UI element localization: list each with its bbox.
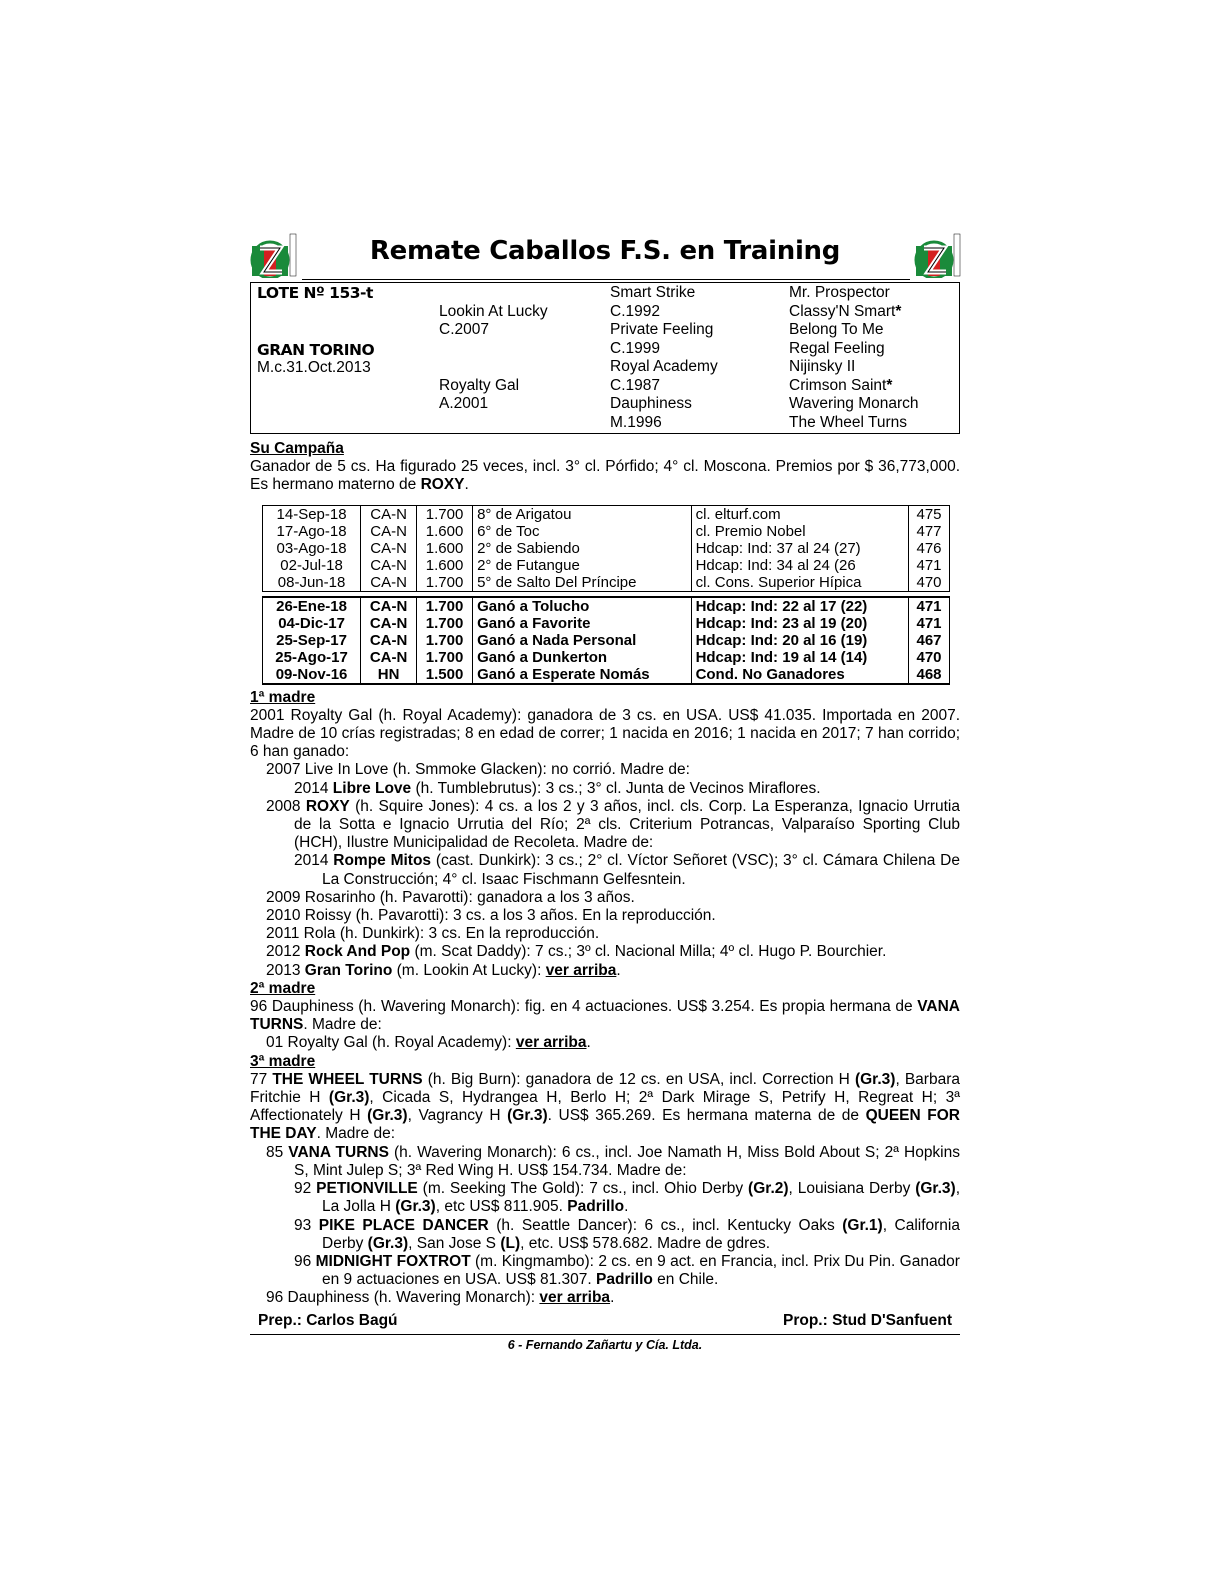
race-race: Cond. No Ganadores: [691, 666, 908, 684]
footer-rule: [250, 1334, 960, 1335]
race-dist: 1.700: [417, 597, 473, 615]
race-weight: 468: [909, 666, 950, 684]
logo-icon-right: [914, 232, 964, 278]
race-row: [263, 597, 950, 615]
pedigree-box: [250, 282, 960, 434]
gen4-item: Wavering Monarch: [789, 395, 919, 412]
race-date: 25-Sep-17: [263, 632, 361, 649]
gen4-item: The Wheel Turns: [789, 413, 908, 431]
gen3-item: Private Feeling: [610, 321, 714, 338]
race-race: Hdcap: Ind: 19 al 14 (14): [691, 649, 908, 666]
footer-row: [250, 1312, 960, 1332]
gen4-item: Regal Feeling: [789, 339, 885, 357]
gen4-item: Crimson Saint*: [789, 376, 893, 394]
offspring-line: 2009 Rosarinho (h. Pavarotti): ganadora a los 3 años.: [266, 888, 635, 906]
race-result: Ganó a Dunkerton: [473, 649, 692, 666]
race-row: [263, 557, 950, 574]
horse-info: M.c.31.Oct.2013: [257, 359, 371, 376]
race-date: 14-Sep-18: [263, 505, 361, 523]
race-result: Ganó a Favorite: [473, 615, 692, 632]
race-date: 03-Ago-18: [263, 540, 361, 557]
campaign-section: [250, 440, 960, 495]
offspring-line: 2013 Gran Torino (m. Lookin At Lucky): ver arriba.: [266, 961, 621, 979]
race-weight: 471: [909, 597, 950, 615]
winning-races: [263, 597, 950, 684]
races-table: [262, 505, 950, 685]
race-race: Hdcap: Ind: 22 al 17 (22): [691, 597, 908, 615]
madre2-text: 96 Dauphiness (h. Wavering Monarch): fig. en 4 actuaciones. US$ 3.254. Es propia hermana de VANA TURNS. Madre de:: [250, 998, 960, 1034]
page-number: 6 - Fernando Zañartu y Cía. Ltda.: [507, 1337, 703, 1352]
race-dist: 1.700: [417, 505, 473, 523]
offspring-line: 96 Dauphiness (h. Wavering Monarch): ver arriba.: [266, 1289, 615, 1307]
race-result: 2° de Futangue: [473, 557, 692, 574]
pedigree-col-horse: [257, 284, 374, 378]
star-mark: *: [886, 376, 893, 394]
offspring-line: 2011 Rola (h. Dunkirk): 3 cs. En la reproducción.: [266, 925, 600, 943]
race-race: Hdcap: Ind: 23 al 19 (20): [691, 615, 908, 632]
offspring-line: 2010 Roissy (h. Pavarotti): 3 cs. a los 3 años. En la reproducción.: [266, 907, 716, 925]
race-date: 02-Jul-18: [263, 557, 361, 574]
ver-arriba-link: ver arriba: [515, 1034, 587, 1052]
race-date: 08-Jun-18: [263, 574, 361, 592]
star-mark: *: [895, 302, 902, 320]
race-row: [263, 505, 950, 523]
race-row: [263, 615, 950, 632]
horse-name: GRAN TORINO: [257, 340, 375, 359]
gen3-item: Dauphiness: [610, 395, 692, 412]
race-weight: 467: [909, 632, 950, 649]
pedigree-col-grandparents: [610, 284, 718, 432]
race-dist: 1.700: [417, 574, 473, 592]
sire-info: C.2007: [439, 321, 489, 338]
race-weight: 471: [909, 557, 950, 574]
race-weight: 477: [909, 523, 950, 540]
gen3-item: Smart Strike: [610, 284, 696, 301]
race-date: 26-Ene-18: [263, 597, 361, 615]
race-track: CA-N: [361, 557, 417, 574]
race-result: Ganó a Tolucho: [473, 597, 692, 615]
race-weight: 475: [909, 505, 950, 523]
race-dist: 1.700: [417, 649, 473, 666]
gen4-item: Mr. Prospector: [789, 284, 890, 301]
race-row: [263, 574, 950, 592]
gen4-item: Nijinsky II: [789, 358, 856, 375]
offspring-line: 01 Royalty Gal (h. Royal Academy): ver arriba.: [266, 1034, 591, 1052]
header: [250, 232, 960, 282]
race-result: 5° de Salto Del Príncipe: [473, 574, 692, 592]
gen4-item: Belong To Me: [789, 321, 884, 338]
race-track: CA-N: [361, 597, 417, 615]
race-track: CA-N: [361, 615, 417, 632]
race-dist: 1.500: [417, 666, 473, 684]
madre2-section: [250, 980, 960, 1053]
sire: Lookin At Lucky: [439, 302, 548, 320]
pedigree-col-parents: [439, 284, 548, 414]
race-weight: 470: [909, 574, 950, 592]
offspring-line: 92 PETIONVILLE (m. Seeking The Gold): 7 cs., incl. Ohio Derby (Gr.2), Louisiana Derby (Gr.3), La Jolla H (Gr.3), etc US$ 811.905. Padrillo.: [294, 1180, 960, 1216]
gen3-item: C.1999: [610, 339, 660, 357]
owner: Prop.: Stud D'Sanfuent: [782, 1311, 952, 1329]
offspring-line: 2008 ROXY (h. Squire Jones): 4 cs. a los 2 y 3 años, incl. cls. Corp. La Esperanza, Ignacio Urrutia de la Sotta e Ignacio Urrutia del Río; 2ª cls. Criterium Potrancas, Valparaíso Sporting Club (HCH), Ilustre Municipalidad de Recoleta. Madre de:: [266, 797, 960, 852]
campaign-text: Ganador de 5 cs. Ha figurado 25 veces, incl. 3° cl. Pórfido; 4° cl. Moscona. Premios por $ 36,773,000. Es hermano materno de ROXY.: [250, 458, 960, 494]
gen4-item: Classy'N Smart*: [789, 302, 902, 320]
gen3-item: C.1992: [610, 302, 660, 320]
race-result: 8° de Arigatou: [473, 505, 692, 523]
race-track: CA-N: [361, 574, 417, 592]
madre1-heading: 1ª madre: [250, 688, 316, 706]
race-race: cl. Cons. Superior Hípica: [691, 574, 908, 592]
offspring-line: 96 MIDNIGHT FOXTROT (m. Kingmambo): 2 cs. en 9 act. en Francia, incl. Prix Du Pin. Ganador en 9 actuaciones en USA. US$ 81.307. Padrillo en Chile.: [294, 1252, 960, 1289]
race-result: 6° de Toc: [473, 523, 692, 540]
race-race: Hdcap: Ind: 20 al 16 (19): [691, 632, 908, 649]
race-track: CA-N: [361, 632, 417, 649]
race-result: Ganó a Esperate Nomás: [473, 666, 692, 684]
race-dist: 1.600: [417, 557, 473, 574]
madre3-section: [250, 1053, 960, 1308]
race-row: [263, 649, 950, 666]
race-dist: 1.700: [417, 632, 473, 649]
campaign-heading: Su Campaña: [250, 440, 344, 457]
race-row: [263, 666, 950, 684]
race-row: [263, 632, 950, 649]
madre2-heading: 2ª madre: [250, 979, 316, 997]
offspring-line: 2012 Rock And Pop (m. Scat Daddy): 7 cs.; 3º cl. Nacional Milla; 4º cl. Hugo P. Bourchier.: [266, 943, 887, 961]
title-rule: [302, 279, 910, 280]
lote-number: LOTE Nº 153-t: [257, 284, 373, 302]
race-track: CA-N: [361, 505, 417, 523]
race-weight: 470: [909, 649, 950, 666]
race-dist: 1.600: [417, 540, 473, 557]
offspring-line: 2007 Live In Love (h. Smmoke Glacken): no corrió. Madre de:: [266, 761, 690, 779]
race-date: 09-Nov-16: [263, 666, 361, 684]
madre1-section: [250, 689, 960, 980]
ver-arriba-link: ver arriba: [539, 1289, 611, 1307]
madre1-intro: 2001 Royalty Gal (h. Royal Academy): ganadora de 3 cs. en USA. US$ 41.035. Importada en 2007. Madre de 10 crías registradas; 8 en edad de correr; 1 nacida en 2016; 1 nacida en 2017; 7 han corrido; 6 han ganado:: [250, 706, 960, 761]
race-row: [263, 540, 950, 557]
dam-info: A.2001: [439, 395, 489, 412]
race-race: Hdcap: Ind: 34 al 24 (26: [691, 557, 908, 574]
page-title: Remate Caballos F.S. en Training: [369, 236, 841, 266]
catalog-page: [250, 232, 960, 1352]
race-dist: 1.700: [417, 615, 473, 632]
race-track: HN: [361, 666, 417, 684]
offspring-line: 2014 Libre Love (h. Tumblebrutus): 3 cs.; 3° cl. Junta de Vecinos Miraflores.: [294, 779, 821, 797]
race-race: Hdcap: Ind: 37 al 24 (27): [691, 540, 908, 557]
offspring-line: 85 VANA TURNS (h. Wavering Monarch): 6 cs., incl. Joe Namath H, Miss Bold About S; 2ª Hopkins S, Mint Julep S; 3ª Red Wing H. US$ 154.734. Madre de:: [266, 1143, 961, 1179]
race-dist: 1.600: [417, 523, 473, 540]
race-row: [263, 523, 950, 540]
gen3-item: Royal Academy: [610, 358, 718, 375]
race-date: 17-Ago-18: [263, 523, 361, 540]
recent-races: [263, 505, 950, 591]
race-track: CA-N: [361, 649, 417, 666]
ver-arriba-link: ver arriba: [545, 961, 617, 979]
race-race: cl. elturf.com: [691, 505, 908, 523]
madre3-heading: 3ª madre: [250, 1052, 316, 1070]
race-date: 04-Dic-17: [263, 615, 361, 632]
race-date: 25-Ago-17: [263, 649, 361, 666]
race-result: Ganó a Nada Personal: [473, 632, 692, 649]
race-result: 2° de Sabiendo: [473, 540, 692, 557]
race-weight: 476: [909, 540, 950, 557]
race-race: cl. Premio Nobel: [691, 523, 908, 540]
offspring-line: 93 PIKE PLACE DANCER (h. Seattle Dancer): 6 cs., incl. Kentucky Oaks (Gr.1), California Derby (Gr.3), San Jose S (L), etc. US$ 578.682. Madre de gdres.: [294, 1216, 960, 1252]
pedigree-col-great-grandparents: [789, 284, 919, 432]
preparer: Prep.: Carlos Bagú: [258, 1311, 398, 1329]
race-track: CA-N: [361, 540, 417, 557]
madre3-text: 77 THE WHEEL TURNS (h. Big Burn): ganadora de 12 cs. en USA, incl. Correction H (Gr.3), Barbara Fritchie H (Gr.3), Cicada S, Hydrangea H, Berlo H; 2ª Dark Mirage S, Petrify H, Regreat H; 3ª Affectionately H (Gr.3), Vagrancy H (Gr.3). US$ 365.269. Es hermana materna de de QUEEN FOR THE DAY. Madre de:: [250, 1070, 960, 1143]
gen3-item: M.1996: [610, 413, 662, 431]
race-weight: 471: [909, 615, 950, 632]
race-track: CA-N: [361, 523, 417, 540]
gen3-item: C.1987: [610, 376, 660, 394]
offspring-line: 2014 Rompe Mitos (cast. Dunkirk): 3 cs.; 2° cl. Víctor Señoret (VSC); 3° cl. Cámara Chilena De La Construcción; 4° cl. Isaac Fischmann Gelfesntein.: [294, 852, 960, 888]
dam: Royalty Gal: [439, 376, 520, 394]
